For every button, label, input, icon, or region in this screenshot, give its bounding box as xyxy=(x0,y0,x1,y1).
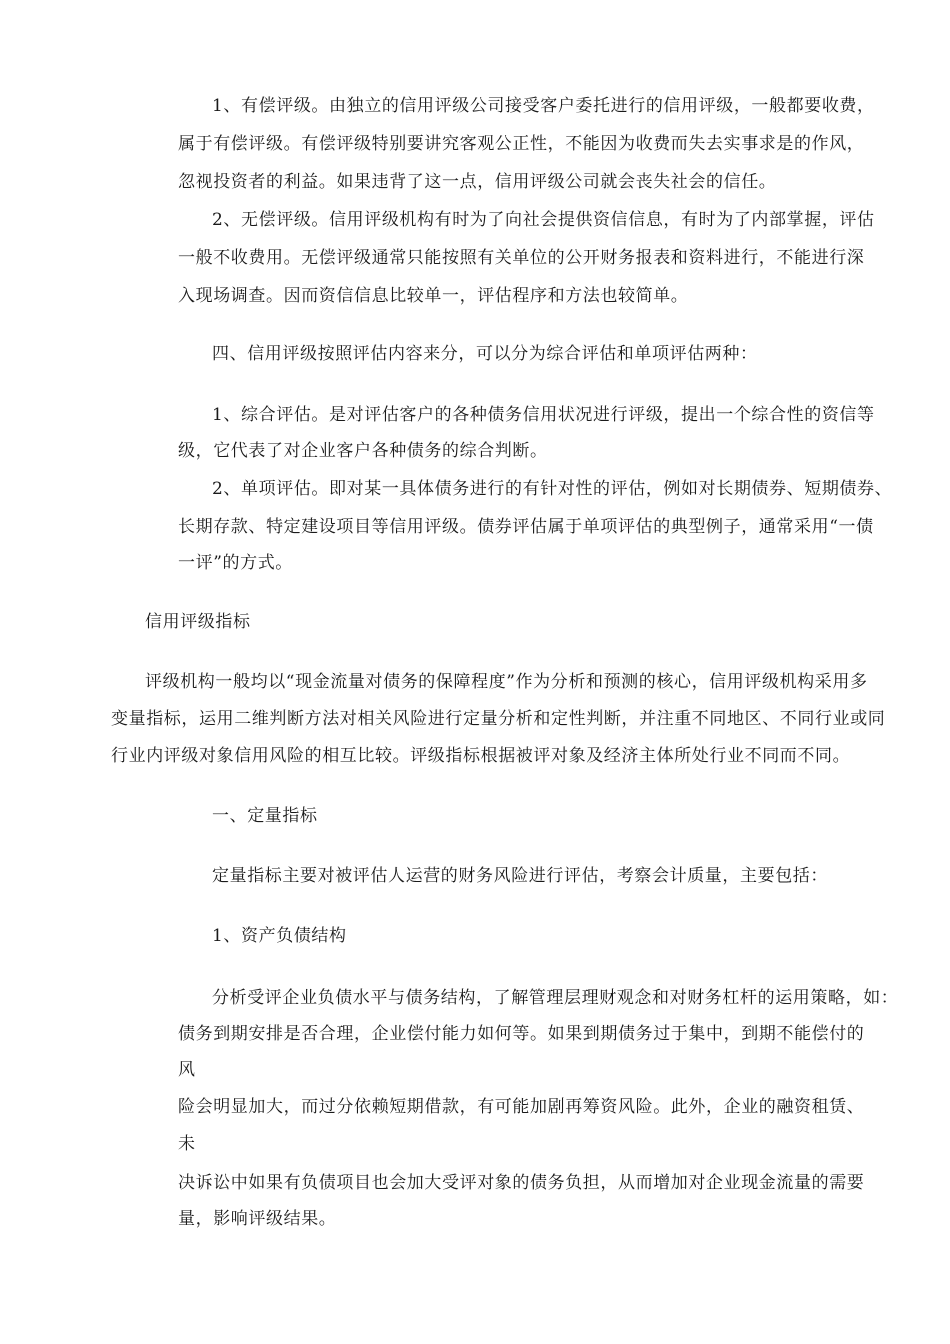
text-line: 一般不收费用。无偿评级通常只能按照有关单位的公开财务报表和资料进行，不能进行深 xyxy=(178,248,865,268)
text-line: 级，它代表了对企业客户各种债务的综合判断。 xyxy=(178,441,548,461)
text-line: 分析受评企业负债水平与债务结构，了解管理层理财观念和对财务杠杆的运用策略，如： xyxy=(212,988,899,1008)
text-line: 险会明显加大，而过分依赖短期借款，有可能加剧再筹资风险。此外，企业的融资租赁、 xyxy=(178,1097,865,1117)
text-line: 入现场调查。因而资信信息比较单一，评估程序和方法也较简单。 xyxy=(178,286,689,306)
text-line: 风 xyxy=(178,1060,196,1080)
text-line: 未 xyxy=(178,1134,196,1154)
text-line: 1、综合评估。是对评估客户的各种债务信用状况进行评级，提出一个综合性的资信等 xyxy=(212,405,875,425)
section-title: 信用评级指标 xyxy=(145,612,251,632)
text-line: 定量指标主要对被评估人运营的财务风险进行评估，考察会计质量，主要包括： xyxy=(212,866,828,886)
section-heading: 1、资产负债结构 xyxy=(212,926,347,946)
text-line: 变量指标，运用二维判断方法对相关风险进行定量分析和定性判断，并注重不同地区、不同行业或同 xyxy=(111,709,886,729)
text-line: 量，影响评级结果。 xyxy=(178,1209,337,1229)
section-heading: 一、定量指标 xyxy=(212,806,318,826)
text-line: 一评”的方式。 xyxy=(178,553,293,573)
text-line: 2、无偿评级。信用评级机构有时为了向社会提供资信信息，有时为了内部掌握，评估 xyxy=(212,210,875,230)
section-heading: 四、信用评级按照评估内容来分，可以分为综合评估和单项评估两种： xyxy=(212,344,758,364)
text-line: 1、有偿评级。由独立的信用评级公司接受客户委托进行的信用评级，一般都要收费， xyxy=(212,96,875,116)
text-line: 债务到期安排是否合理，企业偿付能力如何等。如果到期债务过于集中，到期不能偿付的 xyxy=(178,1024,865,1044)
text-line: 决诉讼中如果有负债项目也会加大受评对象的债务负担，从而增加对企业现金流量的需要 xyxy=(178,1173,865,1193)
text-line: 评级机构一般均以“现金流量对债务的保障程度”作为分析和预测的核心，信用评级机构采用多 xyxy=(145,672,868,692)
text-line: 行业内评级对象信用风险的相互比较。评级指标根据被评对象及经济主体所处行业不同而不同。 xyxy=(111,746,851,766)
text-line: 属于有偿评级。有偿评级特别要讲究客观公正性，不能因为收费而失去实事求是的作风， xyxy=(178,134,865,154)
text-line: 2、单项评估。即对某一具体债务进行的有针对性的评估，例如对长期债券、短期债券、 xyxy=(212,479,893,499)
text-line: 长期存款、特定建设项目等信用评级。债券评估属于单项评估的典型例子，通常采用“一债 xyxy=(178,517,874,537)
text-line: 忽视投资者的利益。如果违背了这一点，信用评级公司就会丧失社会的信任。 xyxy=(178,172,777,192)
